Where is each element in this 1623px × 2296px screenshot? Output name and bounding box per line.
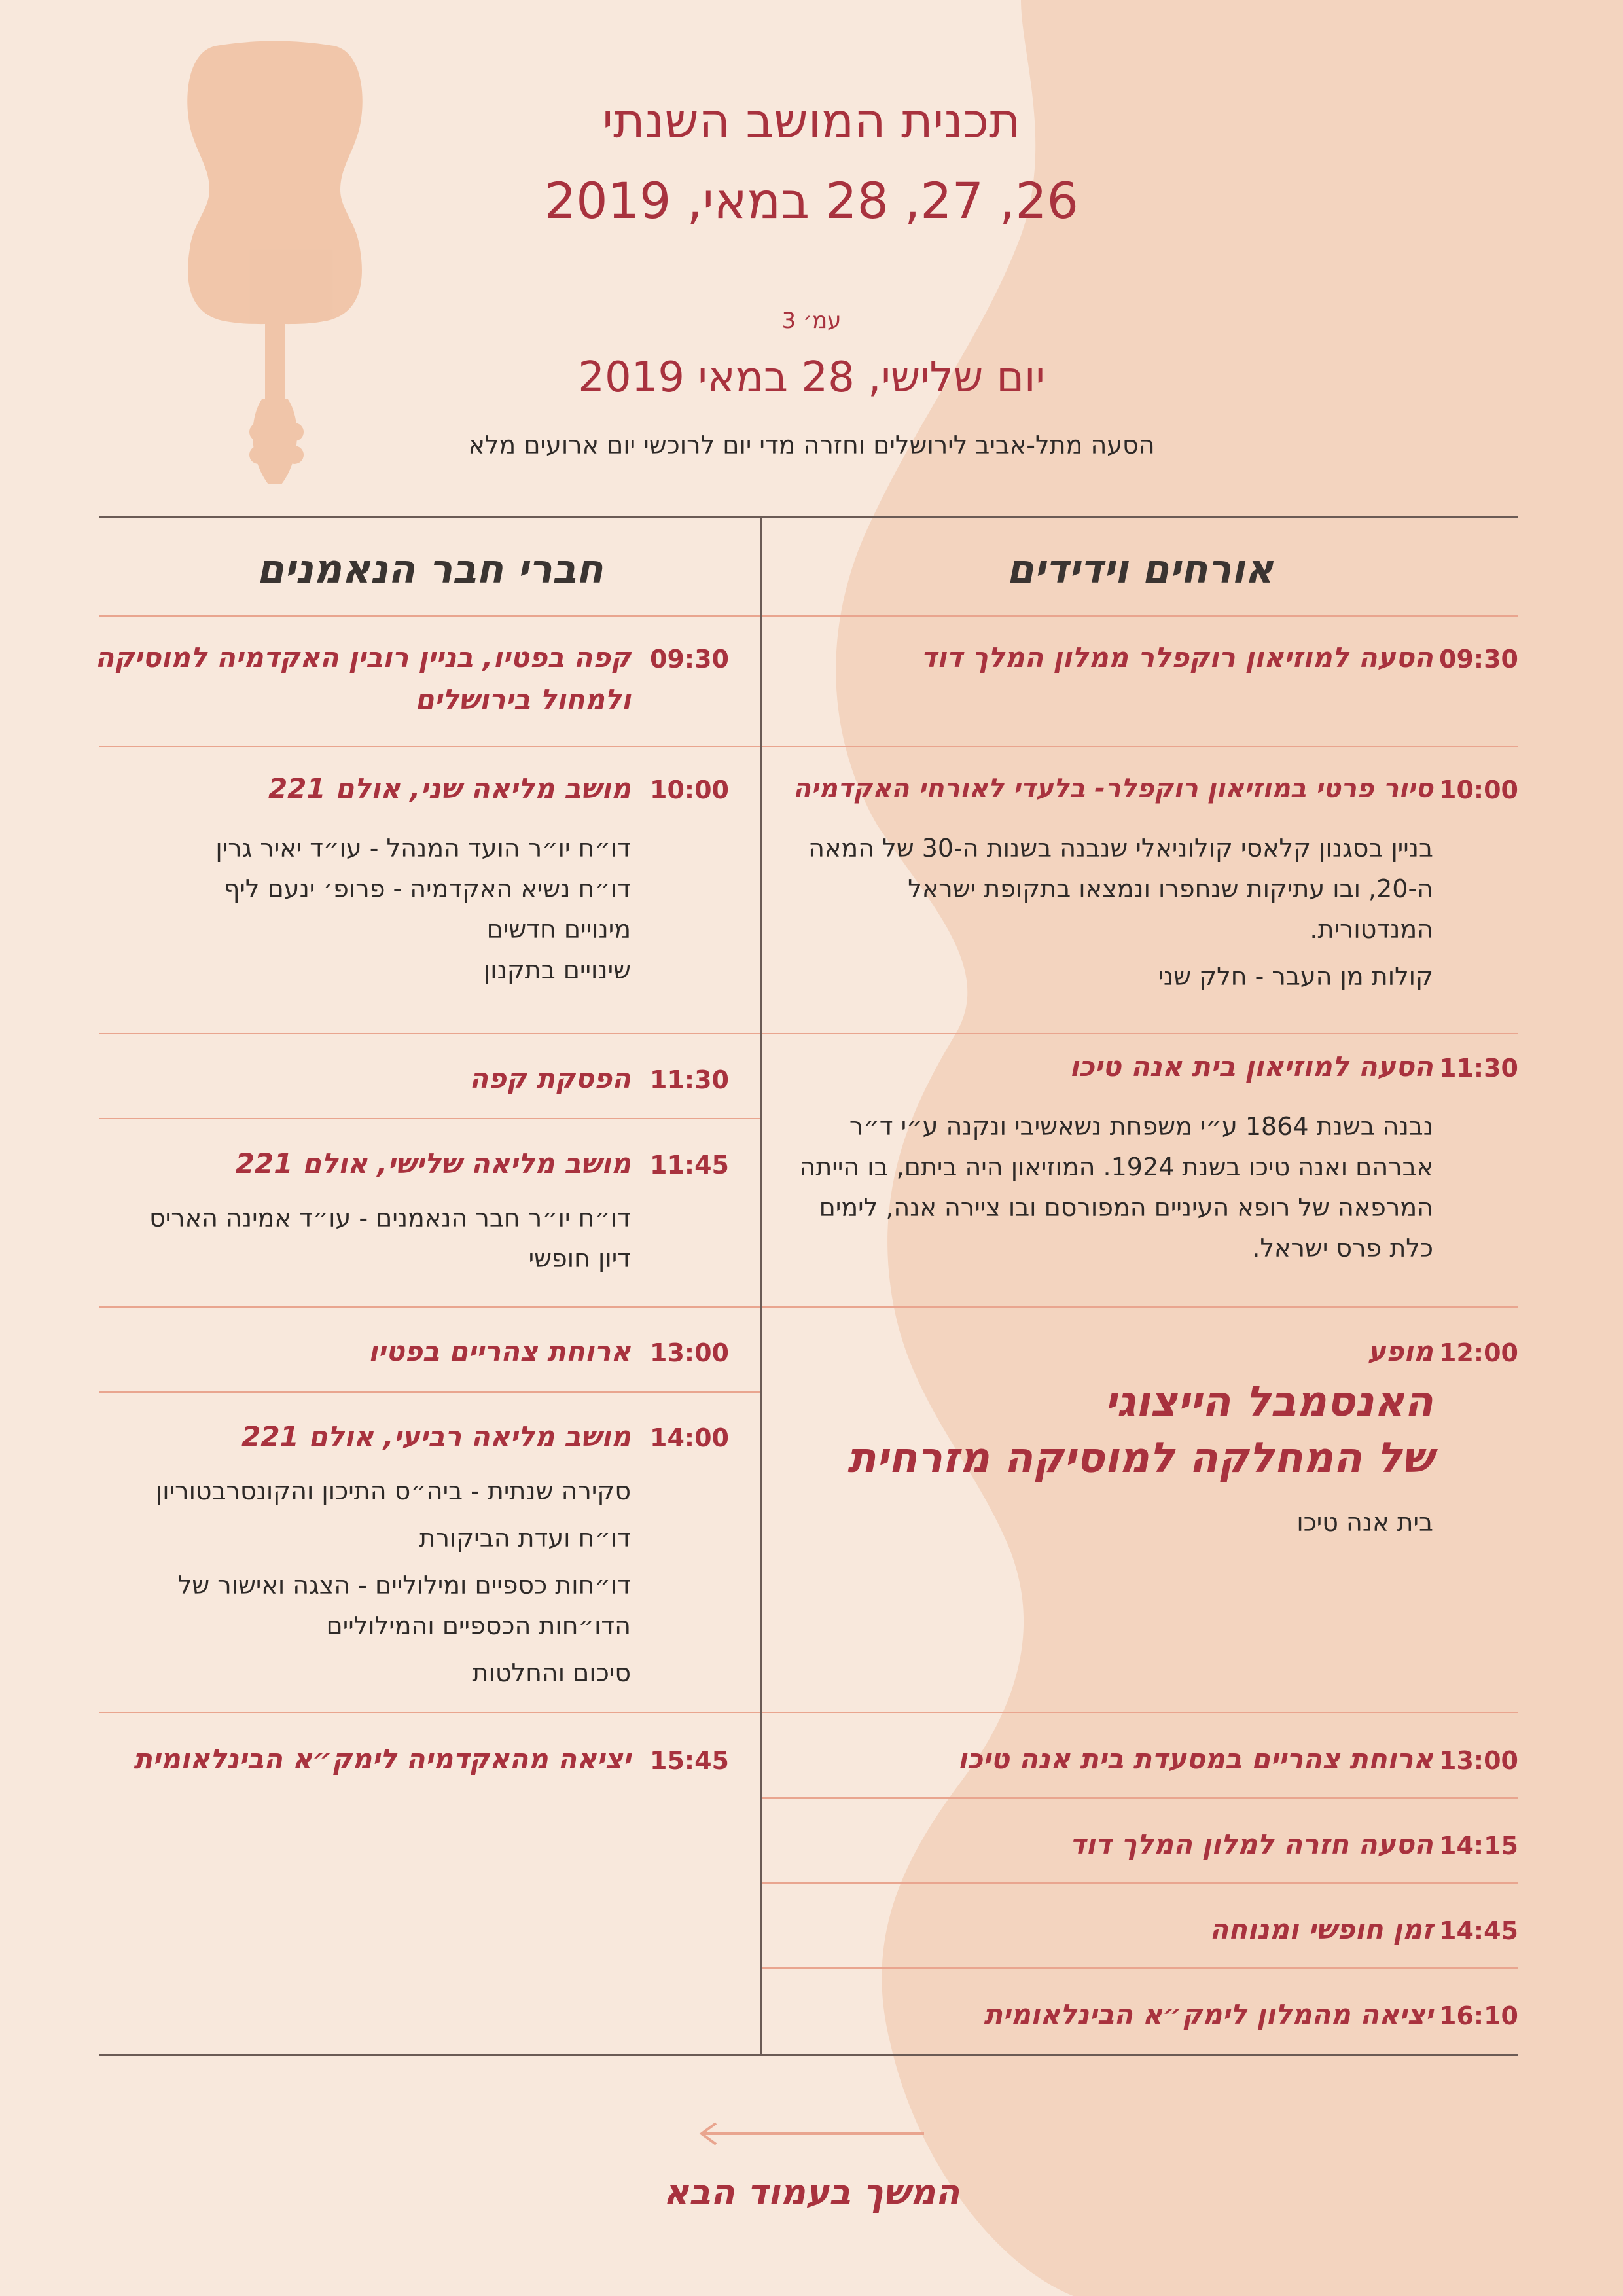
- time-label: 16:10: [1439, 2001, 1518, 2030]
- time-label: 15:45: [650, 1746, 729, 1775]
- table-bottom-border: [99, 2054, 1518, 2056]
- members-column-title: חברי חבר הנאמנים: [257, 547, 603, 592]
- divider: [762, 746, 1518, 747]
- performer-department: של המחלקה למוסיקה מזרחית: [847, 1434, 1433, 1482]
- agenda-item: דיון חופשי: [528, 1244, 631, 1273]
- members-item-1000: [99, 772, 729, 1024]
- members-item-1400: [99, 1420, 729, 1705]
- guests-item-1415: [762, 1828, 1518, 1871]
- event-title: הסעה למוזיאון רוקפלר ממלון המלך דוד: [921, 641, 1433, 673]
- divider: [762, 1882, 1518, 1884]
- agenda-item: סקירה שנתית - ביה״ס התיכון והקונסרבטוריון: [155, 1477, 631, 1505]
- guests-column-title: אורחים וידידים: [1007, 547, 1274, 592]
- event-title: ארוחת צהריים במסעדת בית אנה טיכו: [957, 1743, 1433, 1775]
- arrow-left-icon: [694, 2121, 929, 2147]
- description-text: קולות מן העבר - חלק שני: [1158, 962, 1433, 991]
- time-label: 11:45: [650, 1151, 729, 1179]
- event-venue: בית אנה טיכו: [1296, 1508, 1433, 1537]
- time-label: 09:30: [1439, 645, 1518, 673]
- agenda-item: דו״ח יו״ר חבר הנאמנים - עו״ד אמינה האריס: [149, 1204, 631, 1232]
- guests-item-1300: [762, 1743, 1518, 1785]
- event-description: [779, 1106, 1433, 1268]
- divider: [762, 1712, 1518, 1713]
- agenda-item: סיכום והחלטות: [472, 1659, 631, 1687]
- event-description: [779, 828, 1433, 997]
- time-label: 13:00: [650, 1338, 729, 1367]
- divider: [762, 1967, 1518, 1969]
- divider: [762, 1033, 1518, 1034]
- time-label: 14:00: [650, 1424, 729, 1452]
- event-title: סיור פרטי במוזיאון רוקפלר- בלעדי לאורחי האקדמיה: [793, 774, 1433, 804]
- description-text: נבנה בשנת 1864 ע״י משפחת נשאשיבי ונקנה ע״י ד״ר אברהם ואנה טיכו בשנת 1924. המוזיאון היה ביתם, בו הייתה המרפאה של רופא העיניים המפורסם ובו ציירה אנה, לימים כלת פרס ישראל.: [799, 1112, 1433, 1263]
- guests-item-1610: [762, 1998, 1518, 2041]
- divider: [99, 746, 760, 747]
- time-label: 12:00: [1439, 1338, 1518, 1367]
- guests-item-0930: [762, 641, 1518, 691]
- divider: [762, 615, 1518, 617]
- agenda-item: דו״חות כספיים ומילוליים - הצגה ואישור של הדו״חות הכספיים והמילוליים: [177, 1571, 631, 1640]
- page-number: עמ׳ 3: [781, 308, 842, 334]
- members-item-1130: [99, 1062, 729, 1105]
- divider: [99, 1033, 760, 1034]
- time-label: 14:15: [1439, 1831, 1518, 1860]
- time-label: 13:00: [1439, 1746, 1518, 1775]
- agenda-item: שינויים בתקנון: [483, 956, 631, 984]
- session-agenda: [99, 828, 631, 990]
- time-label: 11:30: [650, 1066, 729, 1094]
- guests-item-1000: [762, 776, 1518, 1024]
- divider: [99, 1118, 760, 1119]
- time-label: 09:30: [650, 645, 729, 673]
- members-item-1145: [99, 1147, 729, 1295]
- event-title: הסעה למוזיאון בית אנה טיכו: [1069, 1050, 1433, 1083]
- time-label: 10:00: [1439, 776, 1518, 804]
- session-agenda: [99, 1471, 631, 1693]
- agenda-item: דו״ח נשיא האקדמיה - פרופ׳ ינעם ליף: [224, 874, 631, 903]
- divider: [99, 615, 760, 617]
- transport-note: הסעה מתל-אביב לירושלים וחזרה מדי יום לרוכשי יום ארועים מלא: [468, 431, 1155, 459]
- event-title: מופע: [1367, 1335, 1433, 1367]
- guests-item-1445: [762, 1913, 1518, 1956]
- event-title: מושב מליאה שלישי, אולם 221: [235, 1147, 631, 1179]
- event-title: ארוחת צהריים בפטיו: [368, 1335, 631, 1367]
- event-title: קפה בפטיו, בניין רובין האקדמיה למוסיקה: [95, 641, 631, 673]
- session-agenda: [99, 1198, 631, 1279]
- event-title: הסעה חזרה למלון המלך דוד: [1069, 1828, 1433, 1860]
- agenda-item: דו״ח יו״ר הועד המנהל - עו״ד יאיר גרין: [215, 834, 631, 863]
- members-item-0930: [95, 641, 729, 736]
- members-item-1545: [99, 1743, 729, 1785]
- divider: [99, 1306, 760, 1308]
- performer-name: האנסמבל הייצוגי: [1104, 1378, 1433, 1426]
- time-label: 11:30: [1439, 1054, 1518, 1083]
- divider: [99, 1391, 760, 1393]
- agenda-item: דו״ח ועדת הביקורת: [419, 1524, 631, 1552]
- agenda-item: מינויים חדשים: [486, 915, 631, 944]
- program-dates: 26, 27, 28 במאי, 2019: [544, 171, 1079, 230]
- members-item-1300: [99, 1335, 729, 1378]
- event-title: זמן חופשי ומנוחה: [1209, 1913, 1433, 1945]
- event-title: יציאה מהאקדמיה לימק״א הבינלאומית: [134, 1743, 631, 1775]
- event-title-line2: ולמחול בירושלים: [415, 683, 631, 715]
- guests-item-1130: [762, 1050, 1518, 1302]
- time-label: 10:00: [650, 776, 729, 804]
- description-text: בניין בסגנון קלאסי קולוניאלי שנבנה בשנות ה-30 של המאה ה-20, ובו עתיקות שנחפרו ונמצאו בתקופת ישראל המנדטורית.: [808, 834, 1433, 944]
- event-title: הפסקת קפה: [469, 1062, 631, 1094]
- continue-next-page: המשך בעמוד הבא: [663, 2172, 960, 2213]
- divider: [762, 1797, 1518, 1799]
- event-title: יציאה מהמלון לימק״א הבינלאומית: [984, 1998, 1433, 2030]
- program-title: תכנית המושב השנתי: [602, 93, 1021, 149]
- table-top-border: [99, 516, 1518, 518]
- event-title: מושב מליאה רביעי, אולם 221: [241, 1420, 631, 1452]
- guests-item-1200: [762, 1335, 1518, 1705]
- divider: [99, 1712, 760, 1713]
- day-title: יום שלישי, 28 במאי 2019: [578, 353, 1045, 402]
- time-label: 14:45: [1439, 1916, 1518, 1945]
- divider: [762, 1306, 1518, 1308]
- event-title: מושב מליאה שני, אולם 221: [268, 772, 631, 804]
